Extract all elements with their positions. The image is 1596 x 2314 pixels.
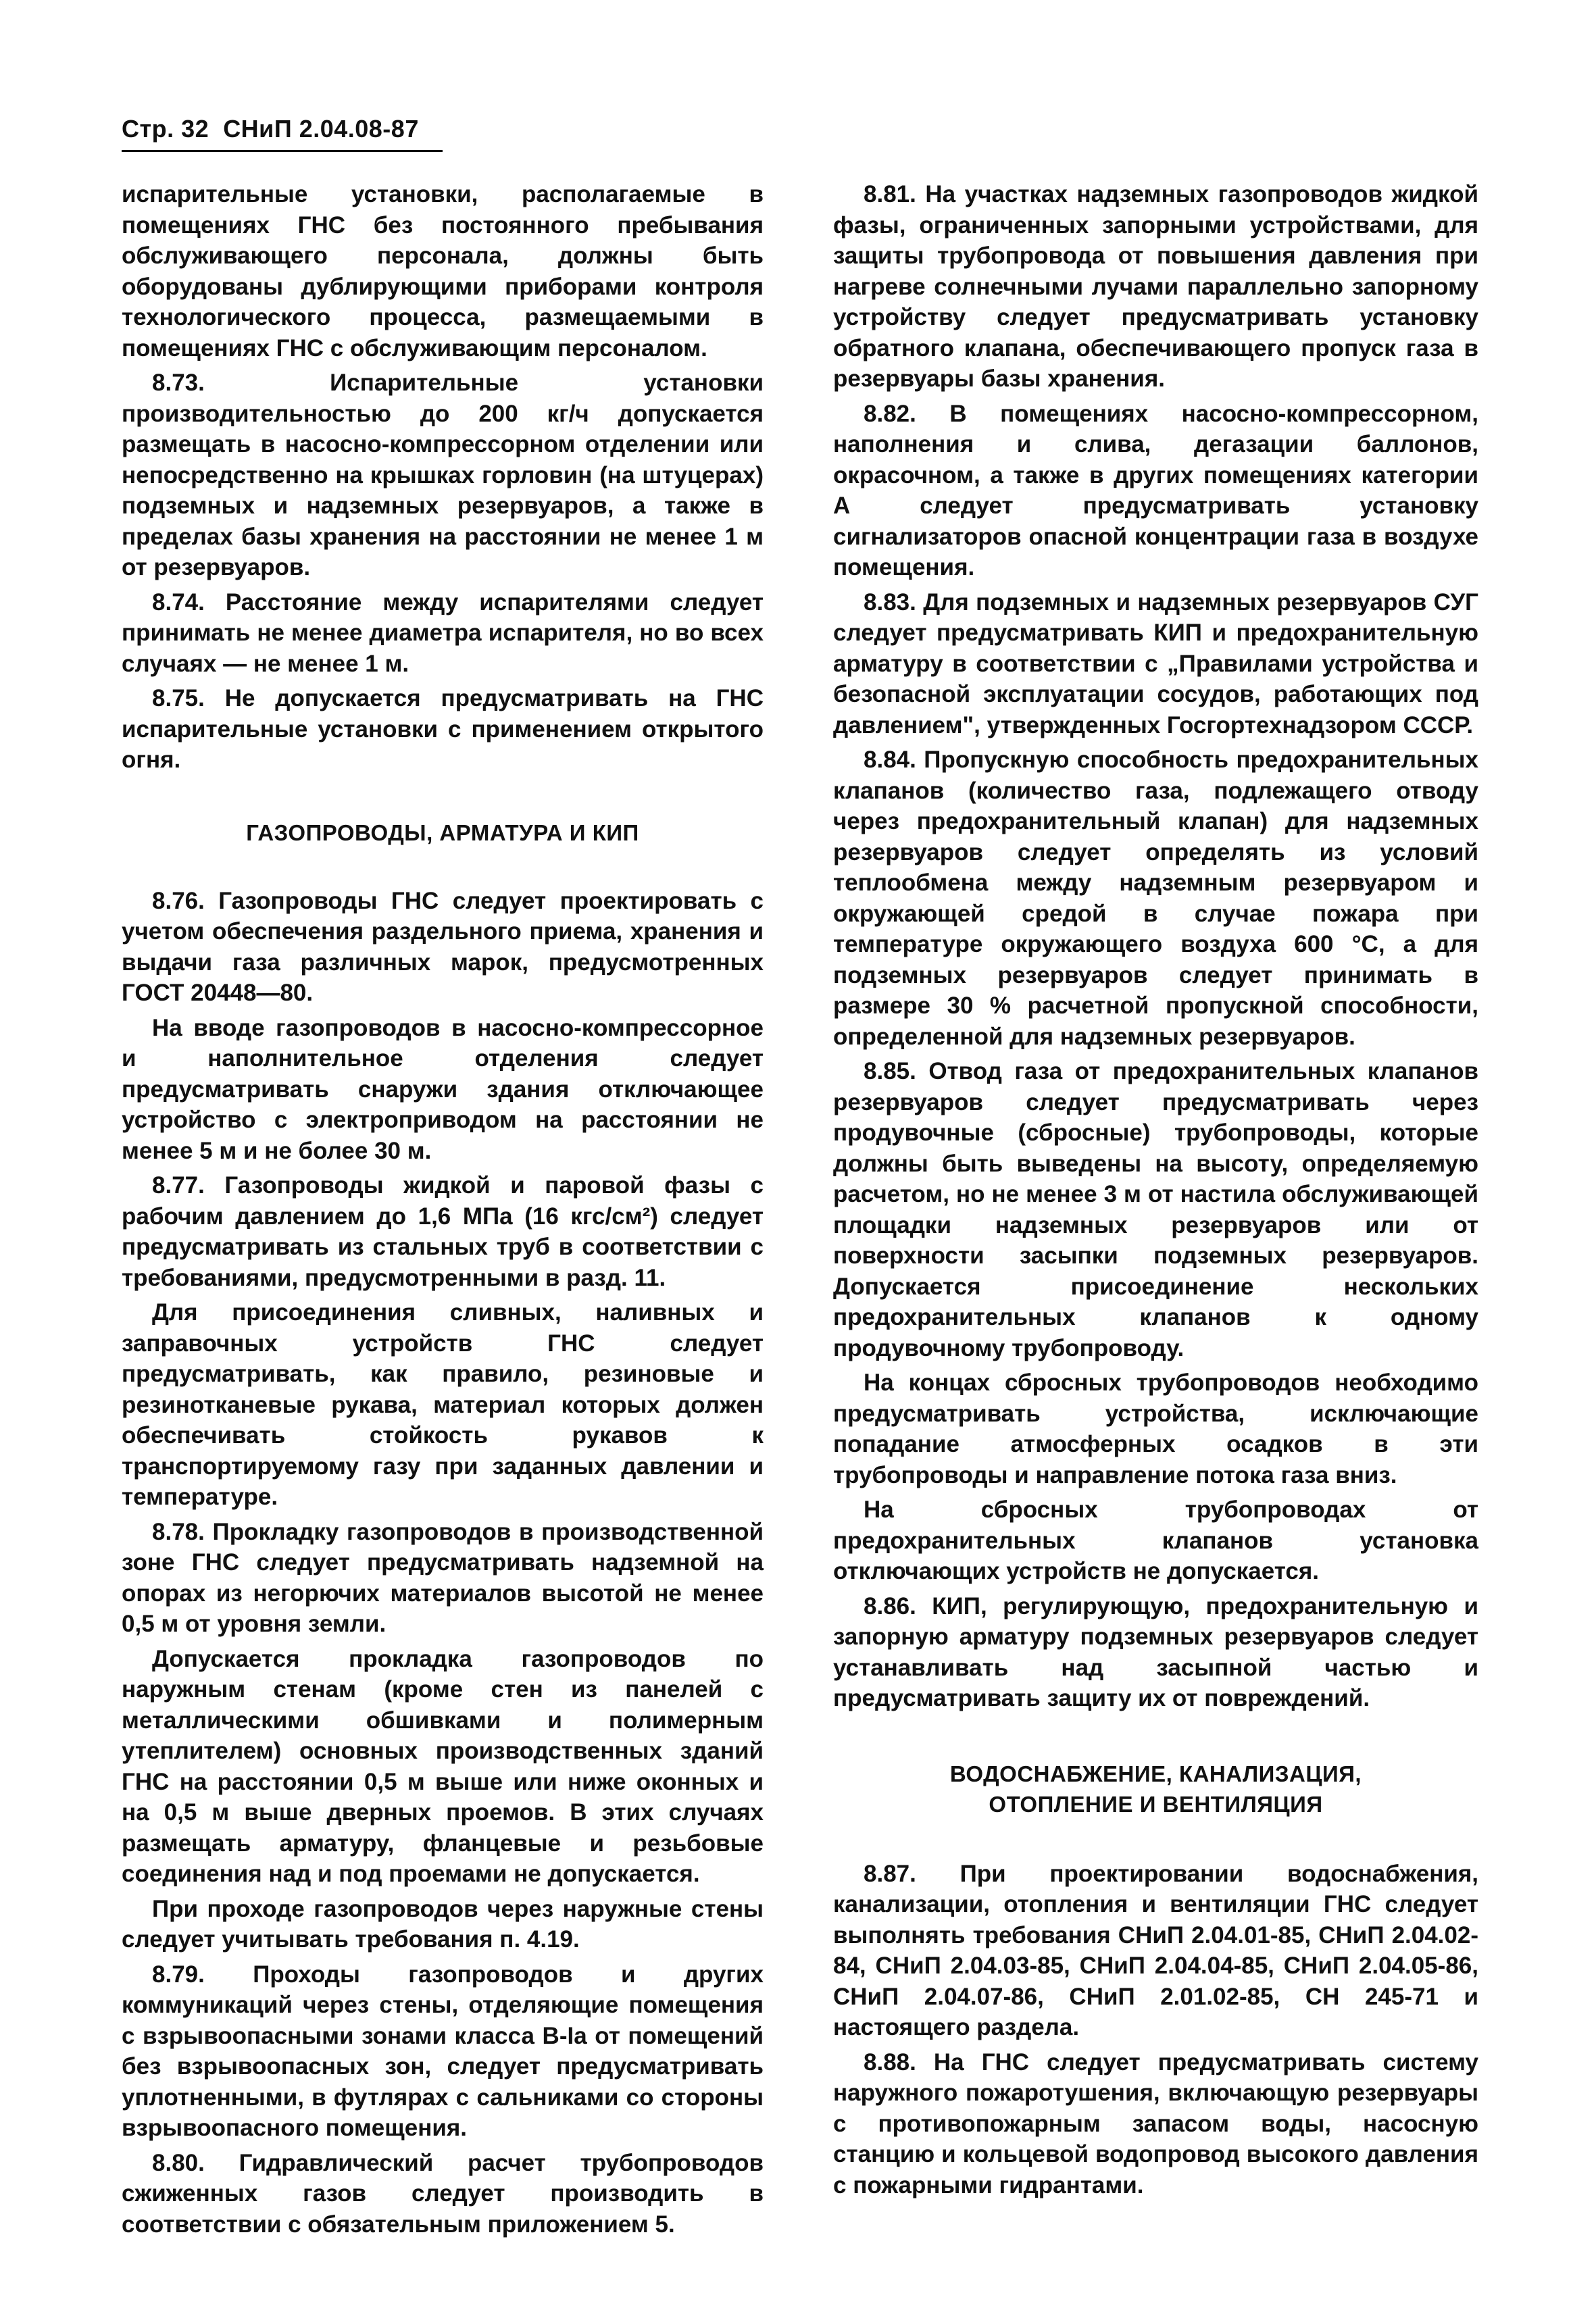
clause-8-80: 8.80. Гидравлический расчет трубопроводов сжиженных газов следует производить в соответствии с обязательным приложением 5. <box>122 2149 764 2238</box>
clause-8-88: 8.88. На ГНС следует предусматривать систему наружного пожаротушения, включающую резервуары с противопожарным запасом воды, насосную станцию и кольцевой водопровод высокого давления с пожарными гидрантами. <box>833 2048 1478 2198</box>
paragraph: Допускается прокладка газопроводов по наружным стенам (кроме стен из панелей с металлическими обшивками и полимерным утеплителем) основных производственных зданий ГНС на расстоянии 0,5 м выше или ниже оконных и на 0,5 м выше дверных проемов. В этих случаях размещать арматуру, фланцевые и резьбовые соединения над и под проемами не допускается. <box>122 1645 764 1887</box>
clause-8-86: 8.86. КИП, регулирующую, предохранительную и запорную арматуру подземных резервуаров следует устанавливать над засыпной частью и предусматривать защиту их от повреждений. <box>833 1592 1478 1711</box>
section-heading-line: ОТОПЛЕНИЕ И ВЕНТИЛЯЦИЯ <box>989 1791 1323 1817</box>
page-number: Стр. 32 <box>122 115 209 143</box>
clause-8-87: 8.87. При проектировании водоснабжения, канализации, отопления и вентиляции ГНС следует выполнять требования СНиП 2.04.01-85, СНиП 2.04.02-84, СНиП 2.04.03-85, СНиП 2.04.04-85, СНиП 2.04.05-86, СНиП 2.04.07-86, СНиП 2.01.02-85, СН 245-71 и настоящего раздела. <box>833 1860 1478 2040</box>
section-heading-line: ВОДОСНАБЖЕНИЕ, КАНАЛИЗАЦИЯ, <box>949 1761 1362 1786</box>
left-column <box>122 179 764 2244</box>
page-header <box>122 115 419 143</box>
header-rule <box>122 150 443 152</box>
clause-8-76: 8.76. Газопроводы ГНС следует проектировать с учетом обеспечения раздельного приема, хранения и выдачи газа различных марок, предусмотренных ГОСТ 20448—80. <box>122 887 764 1006</box>
clause-8-83: 8.83. Для подземных и надземных резервуаров СУГ следует предусматривать КИП и предохранительную арматуру в соответствии с „Правилами устройства и безопасной эксплуатации сосудов, работающих под давлением", утвержденных Госгортехнадзором СССР. <box>833 588 1478 738</box>
clause-8-82: 8.82. В помещениях насосно-компрессорном, наполнения и слива, дегазации баллонов, окрасочном, а также в других помещениях категории А следует предусматривать установку сигнализаторов опасной концентрации газа в воздухе помещения. <box>833 400 1478 580</box>
paragraph: На сбросных трубопроводах от предохранительных клапанов установка отключающих устройств не допускается. <box>833 1496 1478 1584</box>
clause-8-75: 8.75. Не допускается предусматривать на ГНС испарительные установки с применением открытого огня. <box>122 685 764 773</box>
clause-8-78: 8.78. Прокладку газопроводов в производственной зоне ГНС следует предусматривать надземной на опорах из негорючих материалов высотой не менее 0,5 м от уровня земли. <box>122 1518 764 1637</box>
paragraph: Для присоединения сливных, наливных и заправочных устройств ГНС следует предусматривать, как правило, резиновые и резинотканевые рукава, материал которых должен обеспечивать стойкость рукавов к транспортируемому газу при заданных давлении и температуре. <box>122 1299 764 1510</box>
clause-8-84: 8.84. Пропускную способность предохранительных клапанов (количество газа, подлежащего отводу через предохранительный клапан) для надземных резервуаров следует определять из условий теплообмена между надземным резервуаром и окружающей средой в случае пожара при температуре окружающего воздуха 600 °С, а для подземных резервуаров следует принимать в размере 30 % расчетной пропускной способности, определенной для надземных резервуаров. <box>833 747 1478 1050</box>
section-heading-pipelines: ГАЗОПРОВОДЫ, АРМАТУРА И КИП <box>246 820 639 845</box>
document-code: СНиП 2.04.08-87 <box>223 115 419 143</box>
clause-8-73: 8.73. Испарительные установки производительностью до 200 кг/ч допускается размещать в насосно-компрессорном отделении или непосредственно на крышках горловин (на штуцерах) подземных и надземных резервуаров, а также в пределах базы хранения на расстоянии не менее 1 м от резервуаров. <box>122 370 764 580</box>
paragraph: При проходе газопроводов через наружные стены следует учитывать требования п. 4.19. <box>122 1895 764 1953</box>
section-heading-water-supply <box>833 1759 1478 1819</box>
paragraph: На вводе газопроводов в насосно-компрессорное и наполнительное отделения следует предусматривать снаружи здания отключающее устройство с электроприводом на расстоянии не менее 5 м и не более 30 м. <box>122 1014 764 1164</box>
clause-8-79: 8.79. Проходы газопроводов и других коммуникаций через стены, отделяющие помещения с взрывоопасными зонами класса В-Iа от помещений без взрывоопасных зон, следует предусматривать уплотненными, в футлярах с сальниками со стороны взрывоопасного помещения. <box>122 1961 764 2141</box>
paragraph: испарительные установки, располагаемые в помещениях ГНС без постоянного пребывания обслуживающего персонала, должны быть оборудованы дублирующими приборами контроля технологического процесса, размещаемыми в помещениях ГНС с обслуживающим персоналом. <box>122 181 764 361</box>
clause-8-74: 8.74. Расстояние между испарителями следует принимать не менее диаметра испарителя, но во всех случаях — не менее 1 м. <box>122 588 764 677</box>
clause-8-85: 8.85. Отвод газа от предохранительных клапанов резервуаров следует предусматривать через продувочные (сбросные) трубопроводы, которые должны быть выведены на высоту, определяемую расчетом, но не менее 3 м от настила обслуживающей площадки надземных резервуаров или от поверхности засыпки подземных резервуаров. Допускается присоединение нескольких предохранительных клапанов к одному продувочному трубопроводу. <box>833 1058 1478 1361</box>
clause-8-77: 8.77. Газопроводы жидкой и паровой фазы с рабочим давлением до 1,6 МПа (16 кгс/см²) следует предусматривать из стальных труб в соответствии с требованиями, предусмотренными в разд. 11. <box>122 1172 764 1291</box>
paragraph: На концах сбросных трубопроводов необходимо предусматривать устройства, исключающие попадание атмосферных осадков в эти трубопроводы и направление потока газа вниз. <box>833 1369 1478 1488</box>
clause-8-81: 8.81. На участках надземных газопроводов жидкой фазы, ограниченных запорными устройствами, для защиты трубопровода от повышения давления при нагреве солнечными лучами параллельно запорному устройству следует предусматривать установку обратного клапана, обеспечивающего пропуск газа в резервуары базы хранения. <box>833 181 1478 392</box>
right-column <box>833 179 1478 2205</box>
